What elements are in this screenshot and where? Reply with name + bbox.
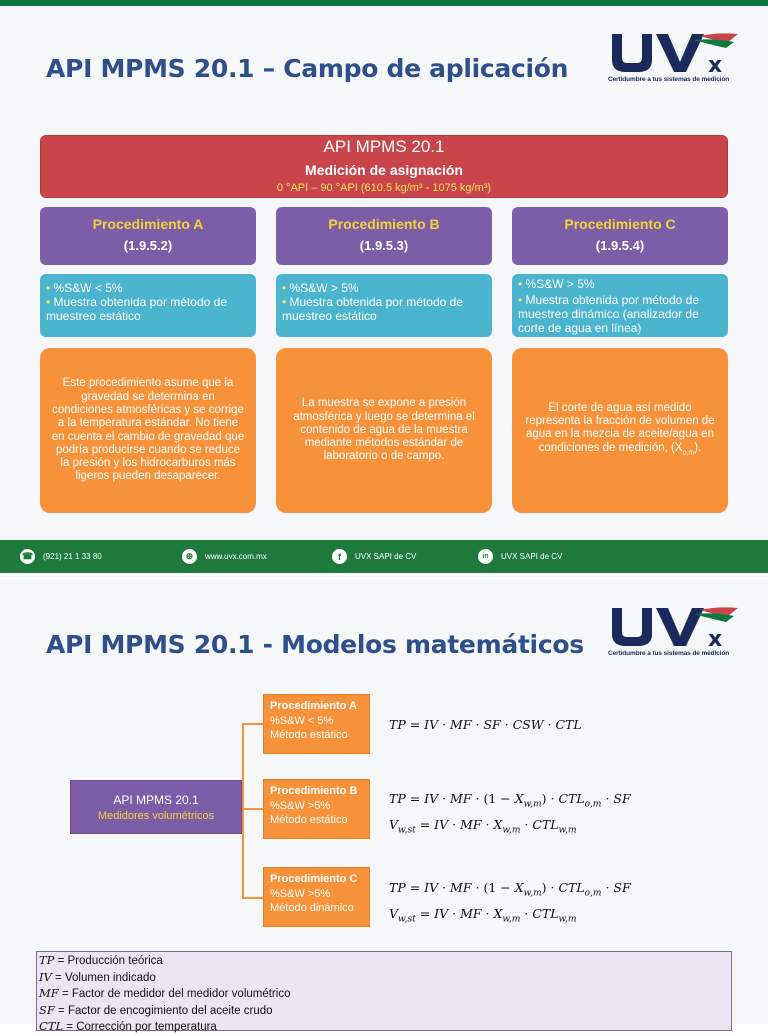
procedure-b-description [276,348,492,513]
footer-linkedin-text: UVX SAPI de CV [501,552,563,561]
legend-text: = Producción teórica [54,955,163,967]
root-title: API MPMS 20.1 [113,793,199,807]
logo-x-letter: x [708,627,723,652]
procedure-method: Método dinámico [270,902,354,914]
legend-text: = Corrección por temperatura [63,1021,217,1033]
description-subscript: o,m [682,448,695,456]
legend-item [39,1019,731,1036]
condition-sw: %S&W < 5% [53,281,123,295]
procedure-c-header [512,207,728,265]
description-text: Este procedimiento asume que la gravedad se determina en condiciones atmosféricas y se corrige a la temperatura estándar. No tiene en cuenta el cambio de gravedad que podría producirse cuando se reduce la presión y los hidrocarburos más ligeros pueden desaparecer. [51,377,245,483]
footer-linkedin[interactable] [478,549,562,564]
banner-range: 0 °API – 90 °API (610.5 kg/m³ - 1075 kg/m³) [276,182,492,194]
legend-symbol: IV [39,969,52,984]
uvx-logo [608,604,742,664]
bullet-icon: • [46,295,51,309]
banner-subtitle: Medición de asignación [305,162,463,178]
legend-symbol: MF [39,986,59,1000]
uvx-logo [608,30,742,90]
legend-text: = Factor de medidor del medidor volumétrico [58,988,291,1000]
globe-icon: ⊕ [182,549,197,564]
procedure-name: Procedimiento B [270,785,358,797]
procedure-c-node [263,867,370,927]
procedure-code: (1.9.5.2) [123,238,173,253]
description-text: La muestra se expone a presión atmosférica y luego se determina el contenido de agua de la muestra mediante métodos estándar de laboratorio o de campo. [293,397,475,463]
slide-title: API MPMS 20.1 - Modelos matemáticos [46,630,584,659]
footer-phone[interactable] [20,549,102,564]
slide-title: API MPMS 20.1 – Campo de aplicación [46,54,569,83]
equation-tp-c: TP = IV · MF · $(1 - X_{w,m}) \cdot CTL_{o,m}$ · SF [389,880,631,899]
procedure-code: (1.9.5.4) [595,238,645,253]
procedure-condition: %S&W < 5% [270,714,334,727]
condition-sw: %S&W > 5% [289,281,359,295]
root-subtitle: Medidores volumétricos [97,810,215,822]
banner-api-mpms [40,135,728,198]
legend-item [39,986,731,1003]
legend-text: = Volumen indicado [51,971,156,984]
procedure-name: Procedimiento C [564,216,676,232]
procedure-b-node [263,779,370,839]
description-end: ). [694,441,702,454]
bullet-icon: • [518,277,523,291]
procedure-c-conditions [512,274,728,337]
legend-symbol: TP [39,953,55,967]
root-node [70,780,242,834]
procedure-name: Procedimiento A [270,700,357,712]
footer-facebook[interactable] [332,549,416,564]
logo-x-letter: x [708,53,723,78]
uvx-logo-icon [608,604,742,650]
linkedin-icon: in [478,549,493,564]
variables-legend [36,951,732,1031]
equation-tp-a: TP = IV · MF · SF · CSW · CTL [389,717,582,732]
procedure-name: Procedimiento A [92,216,204,232]
logo-tagline: Certidumbre a tus sistemas de medición [608,76,730,83]
procedure-method: Método estático [270,814,348,826]
legend-text: = Factor de encogimiento del aceite crudo [54,1004,273,1017]
bullet-icon: • [518,293,523,307]
footer-bar [0,540,768,573]
top-accent-bar [0,0,768,6]
bullet-icon: • [282,281,287,295]
procedure-a-node [263,694,370,754]
procedure-b-conditions [276,274,492,337]
procedure-a-header [40,207,256,265]
legend-item [39,1003,731,1020]
footer-facebook-text: UVX SAPI de CV [355,552,417,561]
procedure-c-description [512,348,728,513]
description-main: El corte de agua así medido representa la fracción de volumen de agua en la mezcia de aceite/agua en condiciones de medición, (X [525,401,715,454]
legend-item [39,953,731,970]
procedure-method: Método estático [270,729,348,741]
legend-item [39,970,731,987]
phone-icon: ☎ [20,549,35,564]
connector-a [242,723,263,725]
procedure-a-description [40,348,256,513]
procedure-b-header [276,207,492,265]
footer-website[interactable] [182,549,267,564]
condition-sw: %S&W > 5% [525,277,595,291]
procedure-condition: %S&W >5% [270,799,331,812]
procedure-a-conditions [40,274,256,337]
procedure-code: (1.9.5.3) [359,238,409,253]
connector-b [242,808,263,810]
bullet-icon: • [282,295,287,309]
procedure-name: Procedimiento B [328,216,440,232]
bullet-icon: • [46,281,51,295]
procedure-name: Procedimiento C [270,873,358,885]
slide-modelos-matematicos [0,580,768,1033]
procedure-condition: %S&W >5% [270,887,331,900]
equation-tp-b: TP = IV · MF · $(1 - X_{w,m}) \cdot CTL_{o,m}$ · SF [389,791,631,810]
condition-sample: Muestra obtenida por método de muestreo estático [282,295,463,323]
connector-c [242,897,263,899]
condition-sample: Muestra obtenida por método de muestreo estático [46,295,227,323]
legend-symbol: SF [39,1002,55,1017]
footer-website-text: www.uvx.com.mx [205,552,267,561]
uvx-logo-icon [608,30,742,76]
equation-vwst-c: $V_{w,st}$ = IV · MF · $X_{w,m} \cdot CTL_{w,m}$ [389,906,577,925]
legend-symbol: CTL [39,1019,64,1033]
banner-title: API MPMS 20.1 [323,137,445,156]
footer-phone-text: (921) 21 1 33 80 [43,552,102,561]
connector-vertical [242,723,244,899]
condition-sample: Muestra obtenida por método de muestreo dinámico (analizador de corte de agua en línea) [518,293,699,335]
description-text [522,402,718,459]
logo-tagline: Certidumbre a tus sistemas de medición [608,650,730,657]
equation-vwst-b: $V_{w,st}$ = IV · MF · $X_{w,m} \cdot CTL_{w,m}$ [389,817,577,836]
facebook-icon: f [332,549,347,564]
